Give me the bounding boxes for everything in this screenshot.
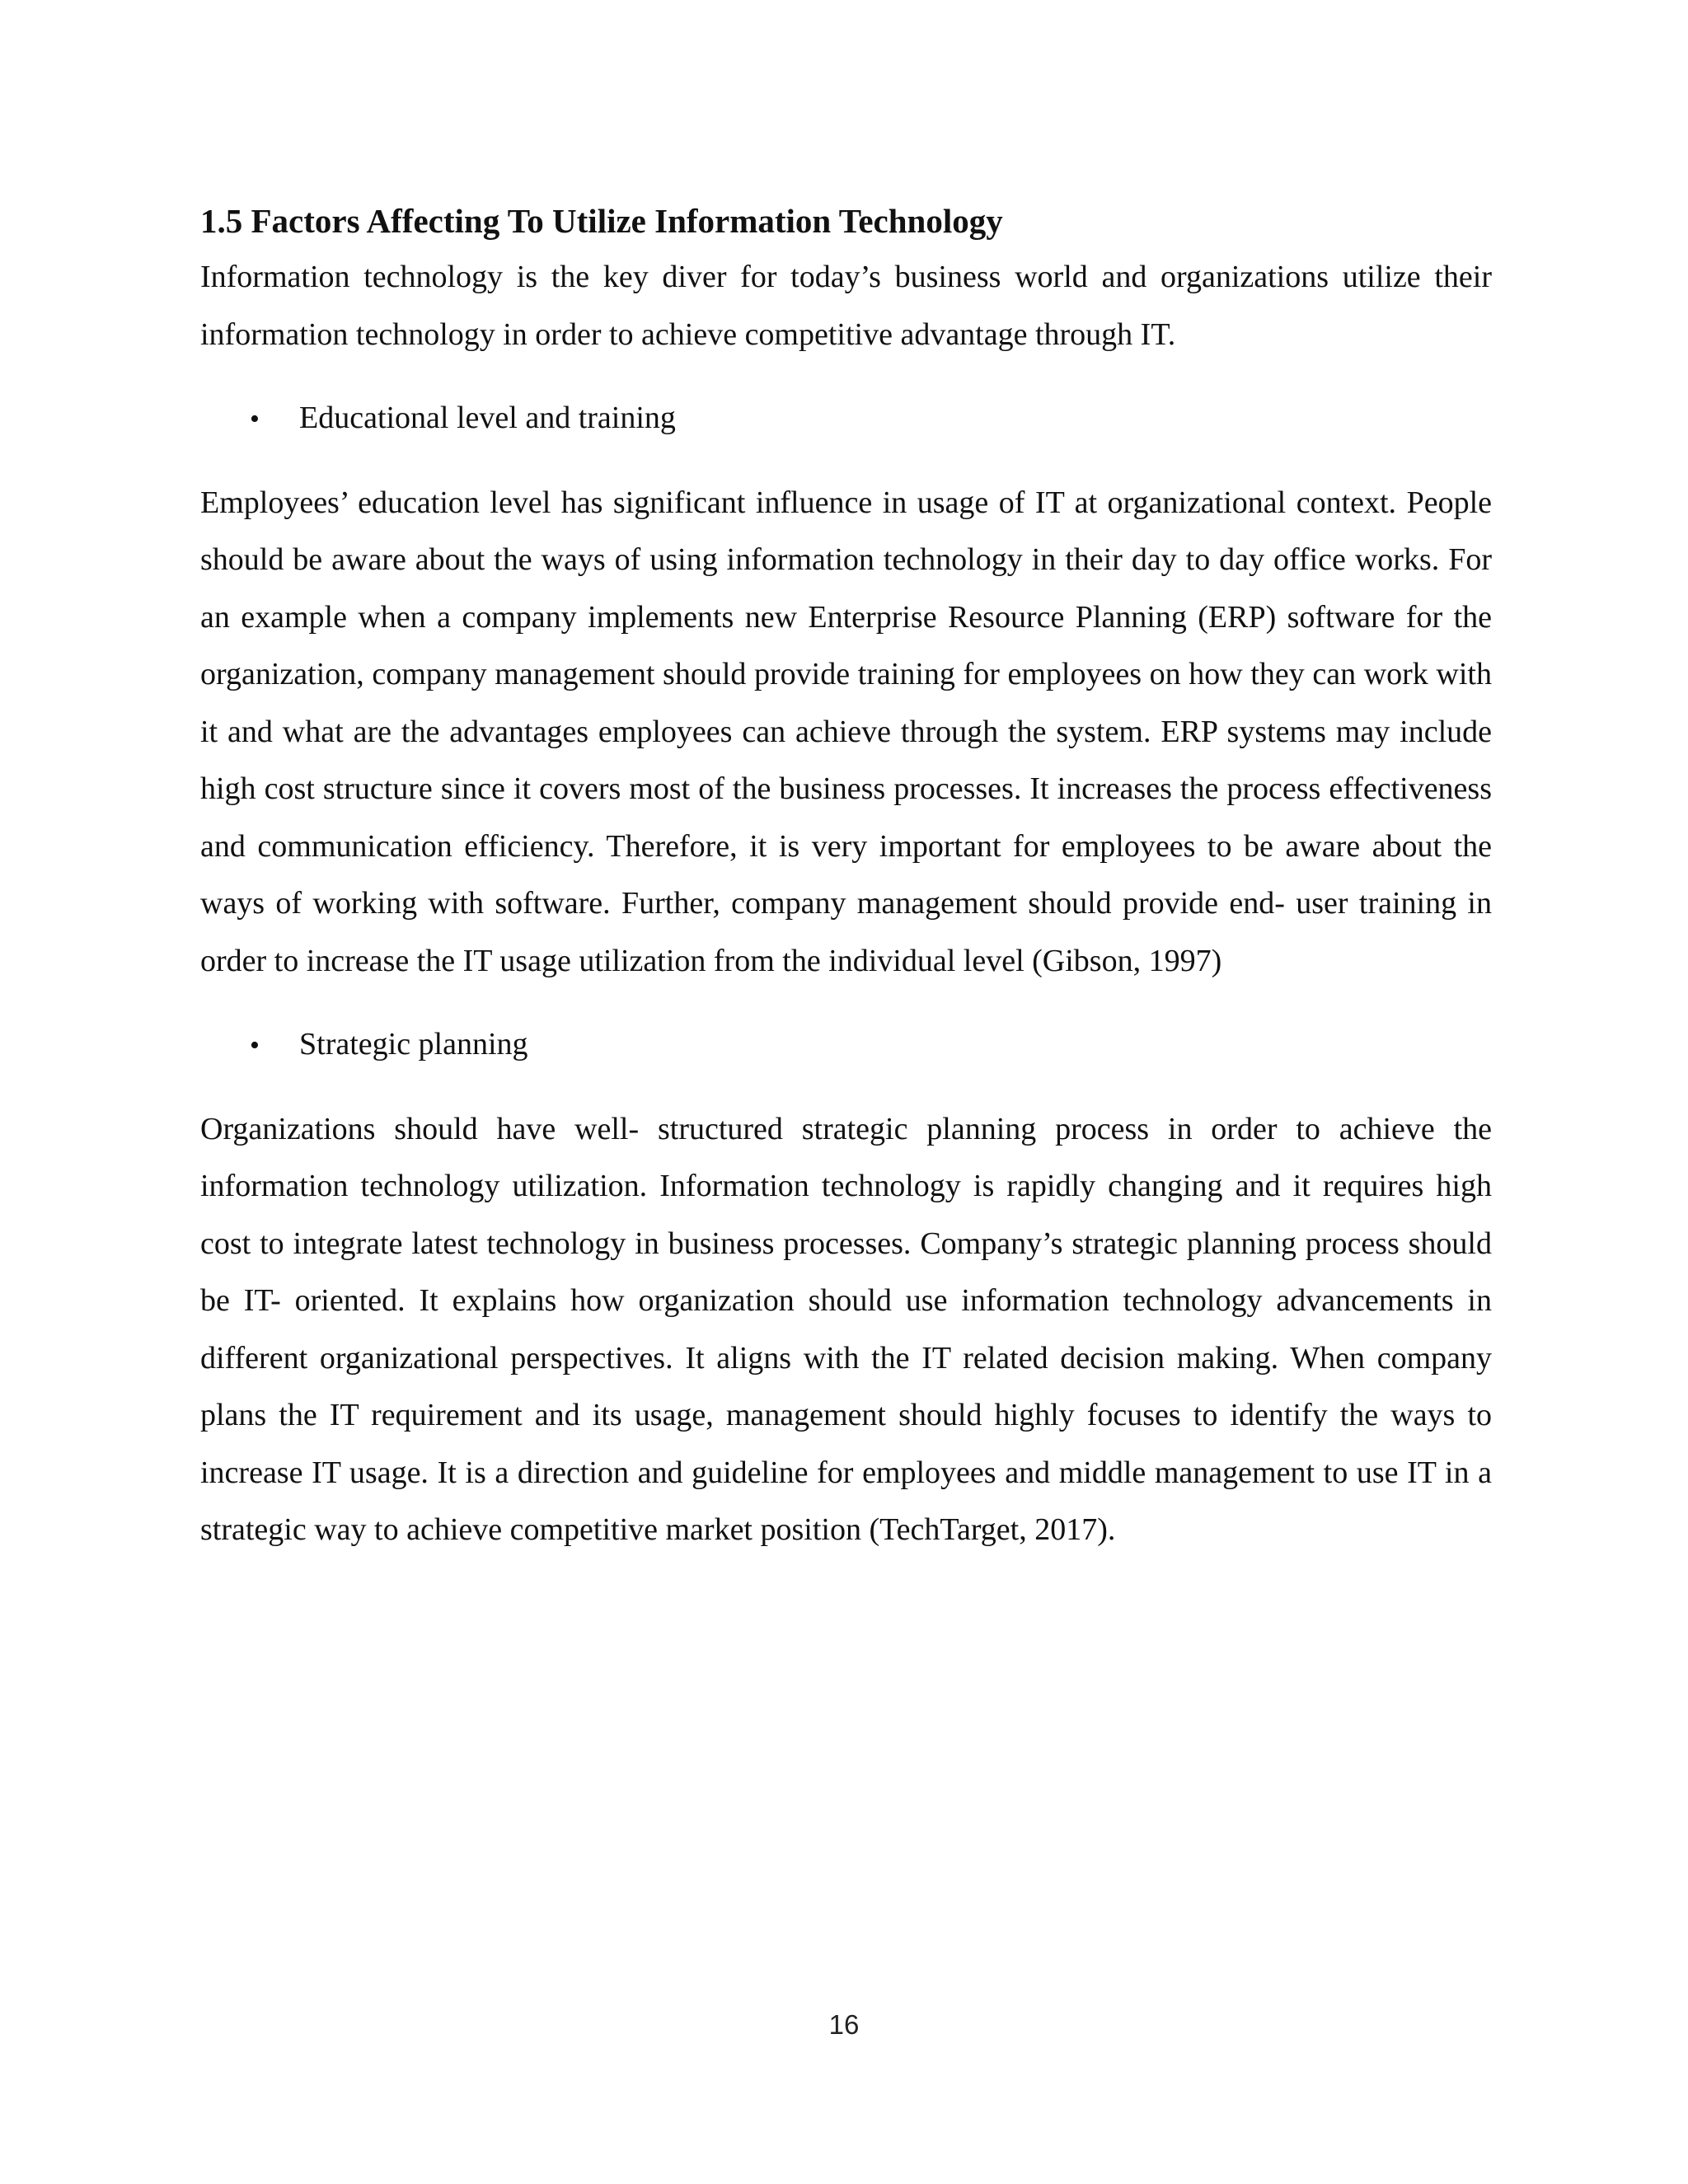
intro-paragraph: Information technology is the key diver for today’s business world and organizations utilize their information technology in order to achieve competitive advantage through IT. xyxy=(200,260,1492,352)
page-content xyxy=(200,191,1492,1559)
bullet-label: Educational level and training xyxy=(299,401,676,435)
bullet-label: Strategic planning xyxy=(299,1027,528,1062)
strategic-planning-paragraph: Organizations should have well- structured strategic planning process in order to achieve the information technology utilization. Information technology is rapidly changing and it requires high cost to integrate latest technology in business processes. Company’s strategic planning process should be IT- oriented. It explains how organization should use information technology advancements in different organizational perspectives. It aligns with the IT related decision making. When company plans the IT requirement and its usage, management should highly focuses to identify the ways to increase IT usage. It is a direction and guideline for employees and middle management to use IT in a strategic way to achieve competitive market position (TechTarget, 2017). xyxy=(200,1111,1492,1547)
section-heading: 1.5 Factors Affecting To Utilize Information Technology xyxy=(200,202,1003,240)
bullet-icon: • xyxy=(250,404,260,434)
page-number: 16 xyxy=(828,2009,860,2040)
education-paragraph: Employees’ education level has significant influence in usage of IT at organizational context. People should be aware about the ways of using information technology in their day to day office works. For an example when a company implements new Enterprise Resource Planning (ERP) software for the organization, company management should provide training for employees on how they can work with it and what are the advantages employees can achieve through the system. ERP systems may include high cost structure since it covers most of the business processes. It increases the process effectiveness and communication efficiency. Therefore, it is very important for employees to be aware about the ways of working with software. Further, company management should provide end- user training in order to increase the IT usage utilization from the individual level (Gibson, 1997) xyxy=(200,485,1492,978)
bullet-item-education xyxy=(200,390,1492,448)
bullet-item-strategic-planning xyxy=(200,1016,1492,1075)
bullet-icon: • xyxy=(250,1030,260,1061)
